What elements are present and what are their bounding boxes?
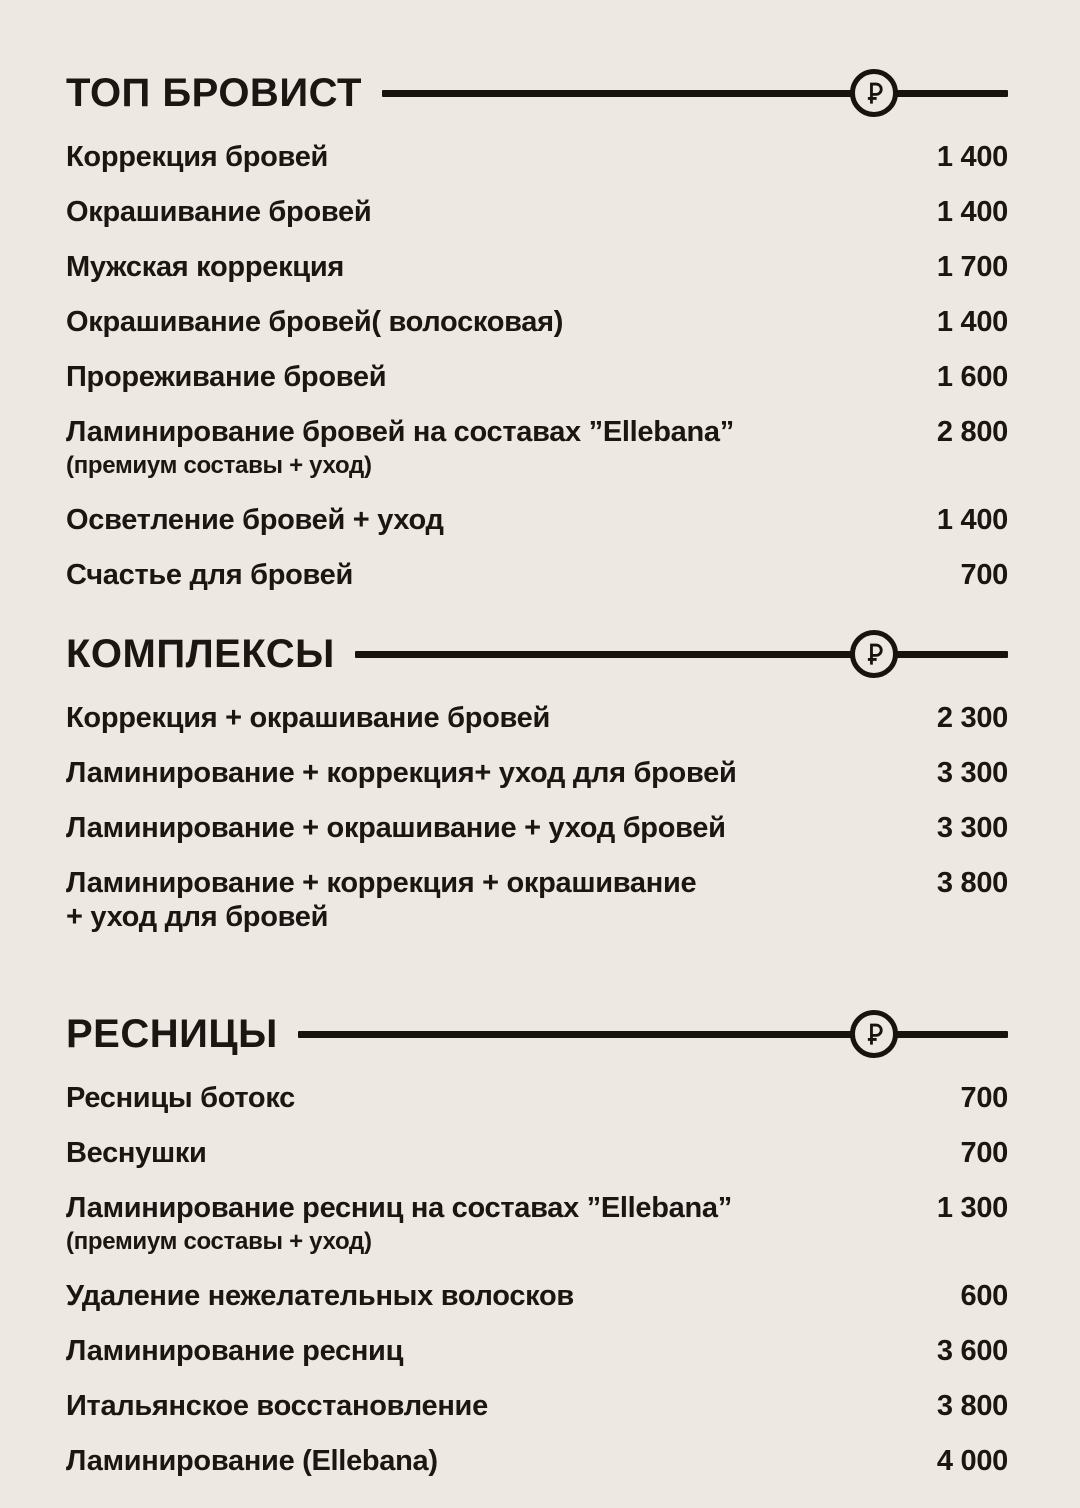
- service-name: Ламинирование + окрашивание + уход бровей: [66, 812, 726, 844]
- service-price: 700: [960, 1082, 1008, 1114]
- service-name-wrap: [66, 1081, 295, 1115]
- service-name-wrap: [66, 1334, 403, 1368]
- service-name: Ламинирование ресниц на составах ”Ellebana”: [66, 1192, 732, 1224]
- service-name-wrap: [66, 866, 696, 934]
- service-name: Веснушки: [66, 1137, 207, 1169]
- service-price: 600: [960, 1280, 1008, 1312]
- service-price: 3 300: [936, 757, 1008, 789]
- section-divider-line: [382, 90, 1008, 97]
- service-name: Коррекция + окрашивание бровей: [66, 702, 551, 734]
- service-price: 2 800: [936, 416, 1008, 448]
- section-rows: [66, 1081, 1008, 1478]
- price-row: [66, 195, 1008, 229]
- service-name-wrap: [66, 1279, 574, 1313]
- service-name-wrap: [66, 415, 734, 482]
- service-price: 3 800: [936, 867, 1008, 899]
- price-row: [66, 811, 1008, 845]
- service-price: 700: [960, 1137, 1008, 1169]
- ruble-icon: [850, 630, 898, 678]
- price-row: [66, 1081, 1008, 1115]
- service-name-wrap: [66, 1389, 488, 1423]
- ruble-icon: [850, 1010, 898, 1058]
- service-note: (премиум составы + уход): [66, 1228, 372, 1255]
- section-header: [66, 1008, 1008, 1060]
- service-price: 700: [960, 559, 1008, 591]
- service-name-wrap: [66, 503, 444, 537]
- section-rows: [66, 140, 1008, 592]
- price-section: [66, 1008, 1008, 1478]
- price-row: [66, 250, 1008, 284]
- service-name: Ламинирование ресниц: [66, 1335, 404, 1367]
- price-row: [66, 558, 1008, 592]
- price-row: [66, 415, 1008, 482]
- section-title: РЕСНИЦЫ: [66, 1012, 278, 1056]
- service-name: Прореживание бровей: [66, 361, 387, 393]
- price-section: [66, 628, 1008, 934]
- service-price: 1 400: [936, 306, 1008, 338]
- price-row: [66, 140, 1008, 174]
- service-name: Ламинирование + коррекция + окрашивание: [66, 867, 697, 899]
- price-row: [66, 1191, 1008, 1258]
- section-rows: [66, 701, 1008, 934]
- service-price: 3 600: [936, 1335, 1008, 1367]
- service-name: Осветление бровей + уход: [66, 504, 444, 536]
- ruble-icon: [850, 69, 898, 117]
- service-name: Удаление нежелательных волосков: [66, 1280, 574, 1312]
- service-name: Итальянское восстановление: [66, 1390, 488, 1422]
- service-name: Ламинирование + коррекция+ уход для бровей: [66, 757, 737, 789]
- price-section: [66, 67, 1008, 592]
- price-row: [66, 360, 1008, 394]
- price-row: [66, 1334, 1008, 1368]
- service-name-wrap: [66, 305, 563, 339]
- service-name-wrap: [66, 195, 371, 229]
- service-note: (премиум составы + уход): [66, 452, 372, 479]
- price-row: [66, 866, 1008, 934]
- section-header: [66, 67, 1008, 119]
- service-name-line2: + уход для бровей: [66, 901, 329, 933]
- service-name: Ресницы ботокс: [66, 1082, 295, 1114]
- service-name: Ламинирование (Ellebana): [66, 1445, 438, 1477]
- service-name-wrap: [66, 1136, 207, 1170]
- section-header: [66, 628, 1008, 680]
- service-price: 1 400: [936, 141, 1008, 173]
- section-title: КОМПЛЕКСЫ: [66, 632, 335, 676]
- service-price: 4 000: [936, 1445, 1008, 1477]
- service-name-wrap: [66, 360, 386, 394]
- section-divider-line: [355, 651, 1008, 658]
- service-name: Коррекция бровей: [66, 141, 329, 173]
- section-divider-line: [298, 1031, 1008, 1038]
- service-name-wrap: [66, 756, 736, 790]
- price-row: [66, 305, 1008, 339]
- service-name-wrap: [66, 140, 328, 174]
- service-price: 1 400: [936, 504, 1008, 536]
- price-row: [66, 1389, 1008, 1423]
- service-price: 1 400: [936, 196, 1008, 228]
- service-name: Счастье для бровей: [66, 559, 354, 591]
- service-price: 1 300: [936, 1192, 1008, 1224]
- service-price: 1 600: [936, 361, 1008, 393]
- service-name: Окрашивание бровей: [66, 196, 372, 228]
- price-row: [66, 1279, 1008, 1313]
- service-name-wrap: [66, 1191, 732, 1258]
- service-price: 1 700: [936, 251, 1008, 283]
- price-row: [66, 1444, 1008, 1478]
- service-name-wrap: [66, 250, 344, 284]
- price-row: [66, 1136, 1008, 1170]
- service-price: 3 300: [936, 812, 1008, 844]
- price-row: [66, 701, 1008, 735]
- price-row: [66, 756, 1008, 790]
- price-row: [66, 503, 1008, 537]
- service-name-wrap: [66, 701, 550, 735]
- service-price: 3 800: [936, 1390, 1008, 1422]
- service-name: Ламинирование бровей на составах ”Ellebana”: [66, 416, 734, 448]
- service-name: Мужская коррекция: [66, 251, 344, 283]
- service-name-wrap: [66, 558, 353, 592]
- service-name: Окрашивание бровей( волосковая): [66, 306, 564, 338]
- service-name-wrap: [66, 811, 726, 845]
- service-price: 2 300: [936, 702, 1008, 734]
- service-name-wrap: [66, 1444, 438, 1478]
- section-title: ТОП БРОВИСТ: [66, 71, 362, 115]
- price-list-sections: [66, 67, 1008, 1478]
